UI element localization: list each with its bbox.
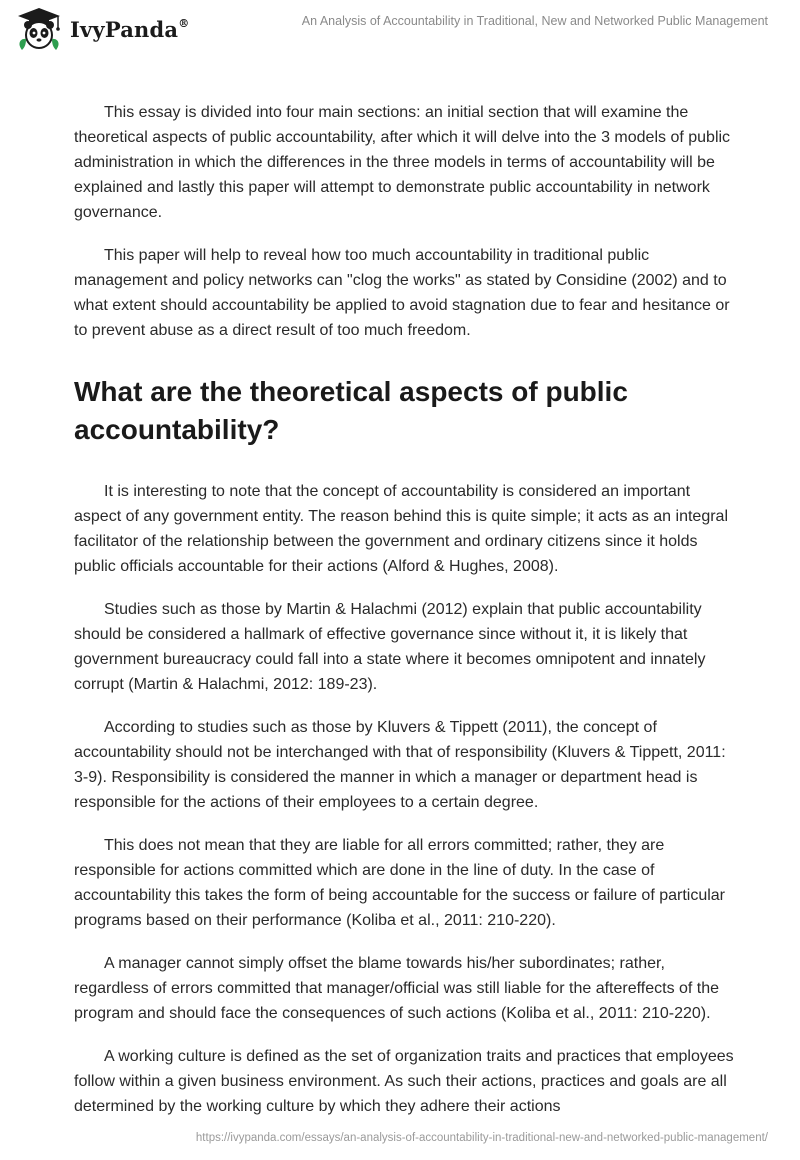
paragraph: This does not mean that they are liable for all errors committed; rather, they are responsible for actions committed which are done in the line of duty. In the case of accountability this takes the form of being accountable for the success or failure of particular programs based on their performance (Koliba et al., 2011: 210-220).: [74, 837, 726, 929]
paragraph: Studies such as those by Martin & Halachmi (2012) explain that public accountability should be considered a hallmark of effective governance since without it, it is likely that government bureaucracy could fall into a state where it becomes omnipotent and innately corrupt (Martin & Halachmi, 2012: 189-23).: [74, 601, 706, 693]
section-heading: What are the theoretical aspects of public accountability?: [74, 376, 628, 445]
paragraph: A working culture is defined as the set of organization traits and practices that employees follow within a given business environment. As such their actions, practices and goals are all determined by the working culture by which they adhere their actions: [74, 1048, 734, 1115]
page-header: [0, 0, 800, 56]
logo-text: IvyPanda®: [70, 16, 190, 42]
paragraph: It is interesting to note that the concept of accountability is considered an important aspect of any government entity. The reason behind this is quite simple; it acts as an integral facilitator of the relationship between the government and ordinary citizens since it holds public officials accountable for their actions (Alford & Hughes, 2008).: [74, 483, 728, 575]
ivypanda-logo[interactable]: [14, 6, 214, 52]
essay-content: [74, 100, 734, 1137]
paragraph: This paper will help to reveal how too much accountability in traditional public management and policy networks can "clog the works" as stated by Considine (2002) and to what extent should accountability be applied to avoid stagnation due to fear and hesitance or to prevent abuse as a direct result of too much freedom.: [74, 247, 730, 339]
paragraph: This essay is divided into four main sections: an initial section that will examine the theoretical aspects of public accountability, after which it will delve into the 3 models of public administration in which the differences in the three models in terms of accountability will be explained and lastly this paper will attempt to demonstrate public accountability in network governance.: [74, 104, 731, 221]
document-title: An Analysis of Accountability in Traditional, New and Networked Public Management: [301, 14, 768, 28]
panda-graduate-icon: [14, 6, 64, 52]
source-url[interactable]: https://ivypanda.com/essays/an-analysis-of-accountability-in-traditional-new-and-networked-public-management/: [195, 1132, 768, 1144]
paragraph: A manager cannot simply offset the blame towards his/her subordinates; rather, regardless of errors committed that manager/official was still liable for the aftereffects of the program and should face the consequences of such actions (Koliba et al., 2011: 210-220).: [74, 955, 720, 1022]
paragraph: According to studies such as those by Kluvers & Tippett (2011), the concept of accountability should not be interchanged with that of responsibility (Kluvers & Tippett, 2011: 3-9). Responsibility is considered the manner in which a manager or department head is responsible for the actions of their employees to a certain degree.: [74, 719, 726, 811]
